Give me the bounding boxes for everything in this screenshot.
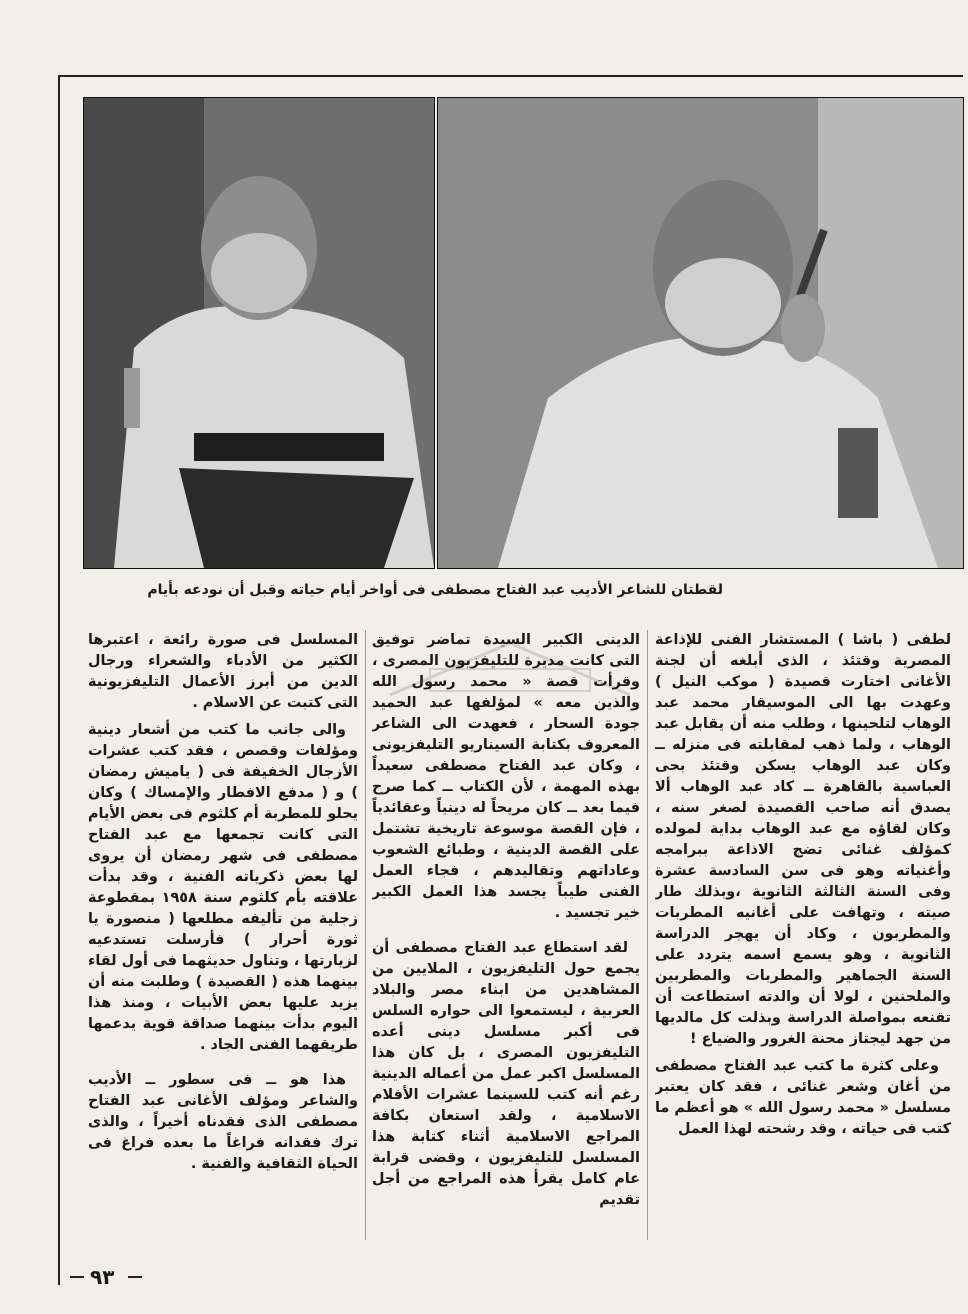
photo-caption: لقطتان للشاعر الأديب عبد الفتاح مصطفى فى أواخر أيام حياته وقبل أن نودعه بأيام [147,582,723,598]
column-3-paragraph-2: والى جانب ما كتب من أشعار دينية ومؤلفات وقصص ، فقد كتب عشرات الأزجال الخفيفة فى ( ياميش رمضان ) و ( مدفع الافطار والإمساك ) وكان يحلو للمطربة أم كلثوم فى بعض الأيام التى كانت تجمعها مع عبد الفتاح مصطفى فى شهر رمضان أن يروى لها بعض ذكرياته الفنية ، وقد بدأت علاقته بأم كلثوم سنة ١٩٥٨ بمقطوعة زجلية من تأليفه مطلعها ( منصورة يا ثورة أحرار ) فأرسلت تستدعيه لزيارتها ، وتناول حديثهما فى أول لقاء بينهما هذه ( القصيدة ) وطلبت منه أن يزيد عليها بعض الأبيات ، ومنذ هذا اليوم بدأت بينهما صداقة قوية يدعمها طريقهما الفنى الجاد . [88,722,358,1053]
column-1-paragraph-2: وعلى كثرة ما كتب عبد الفتاح مصطفى من أغان وشعر غنائى ، فقد كان يعتبر مسلسل « محمد رسول الله » هو أعظم ما كتب فى حياته ، وقد رشحته لهذا العمل [655,1058,951,1137]
column-3-paragraph-3: هذا هو ــ فى سطور ــ الأديب والشاعر ومؤلف الأغانى عبد الفتاح مصطفى الذى فقدناه أخيراً ، والذى ترك فقدانه فراغاً ما بعده فراغ فى الحياة الثقافية والفنية . [88,1072,358,1172]
column-2-paragraph-1: الدينى الكبير السيدة تماضر توفيق التى كانت مديرة للتليفزيون المصرى ، وقرأت قصة « محمد رسول الله والذين معه » لمؤلفها عبد الحميد جودة السحار ، فعهدت الى الشاعر المعروف بكتابة السيناريو التليفزيونى ، وكان عبد الفتاح مصطفى سعيداً بهذه المهمة ، لأن الكتاب ــ كما صرح فيما بعد ــ كان مريحاً له دينياً وعقائدياً ، فإن القصة موسوعة تاريخية تشتمل على القصة الدينية ، وطبائع الشعوب وعاداتهم وتقاليدهم ، فجاء العمل الفنى طيباً يجسد هذا العمل الكبير خير تجسيد . [372,632,640,921]
article-column-1 [655,630,951,1240]
page-number-dash [128,1276,142,1278]
column-divider [647,630,648,1240]
portrait-speaking-illustration [438,98,963,568]
column-2-paragraph-2: لقد استطاع عبد الفتاح مصطفى أن يجمع حول التليفزيون ، الملايين من المشاهدين من ابناء مصر والبلاد العربية ، ليستمعوا الى حواره السلس فى أكبر مسلسل دينى أعده التليفزيون المصرى ، بل كان هذا المسلسل اكبر عمل من أعماله الدينية رغم أنه كتب للسينما عشرات الأفلام الاسلامية ، ولقد استعان بكافة المراجع الاسلامية أثناء كتابة هذا المسلسل للتليفزيون ، وقضى قرابة عام كامل يقرأ هذه المراجع من أجل تقديم [372,940,640,1208]
portrait-photo-seated [83,97,435,569]
portrait-photo-speaking [437,97,964,569]
column-divider [365,630,366,1240]
column-3-paragraph-1: المسلسل فى صورة رائعة ، اعتبرها الكثير من الأدباء والشعراء ورجال الدين من أبرز الأعمال التليفزيونية التى كتبت عن الاسلام . [88,632,358,711]
article-column-3 [88,630,358,1240]
page-number: ٩٣ [90,1265,115,1289]
page-number-dash [70,1276,84,1278]
column-1-paragraph-1: لطفى ( باشا ) المستشار الفنى للإذاعة المصرية وقتئذ ، الذى أبلغه أن لجنة الأغانى اختارت قصيدة ( موكب النيل ) وعهدت بها الى الموسيقار محمد عبد الوهاب لتلحينها ، وطلب منه أن يقابل عبد الوهاب ، ولما ذهب لمقابلته فى منزله ــ وكان عبد الوهاب يسكن وقتئذ بحى العباسية بالقاهرة ــ كاد عبد الوهاب ألا يصدق أنه صاحب القصيدة لصغر سنه ، وكان لقاؤه مع عبد الوهاب بداية لمولده كمؤلف غنائى تضج الاذاعة ببرامجه وأغنياته وهو فى سن السادسة عشرة وفى السنة الثالثة الثانوية ،وبذلك طار صيته ، وتهافت على أغانيه المطربات والمطربون ، وكاد أن يهجر الدراسة الثانوية ، وهو يسمع اسمه يتردد على السنة الجماهير والمطربات والمطربين والملحنين ، لولا أن والدته استطاعت أن تقنعه بمواصلة الدراسة وبذلت كل مالديها من جهد ليجتاز محنة الغرور والضياع ! [655,632,951,1047]
article-column-2 [372,630,640,1240]
portrait-seated-illustration [84,98,434,568]
page-frame-top-rule [58,75,963,77]
page-frame-left-rule [58,75,60,1285]
